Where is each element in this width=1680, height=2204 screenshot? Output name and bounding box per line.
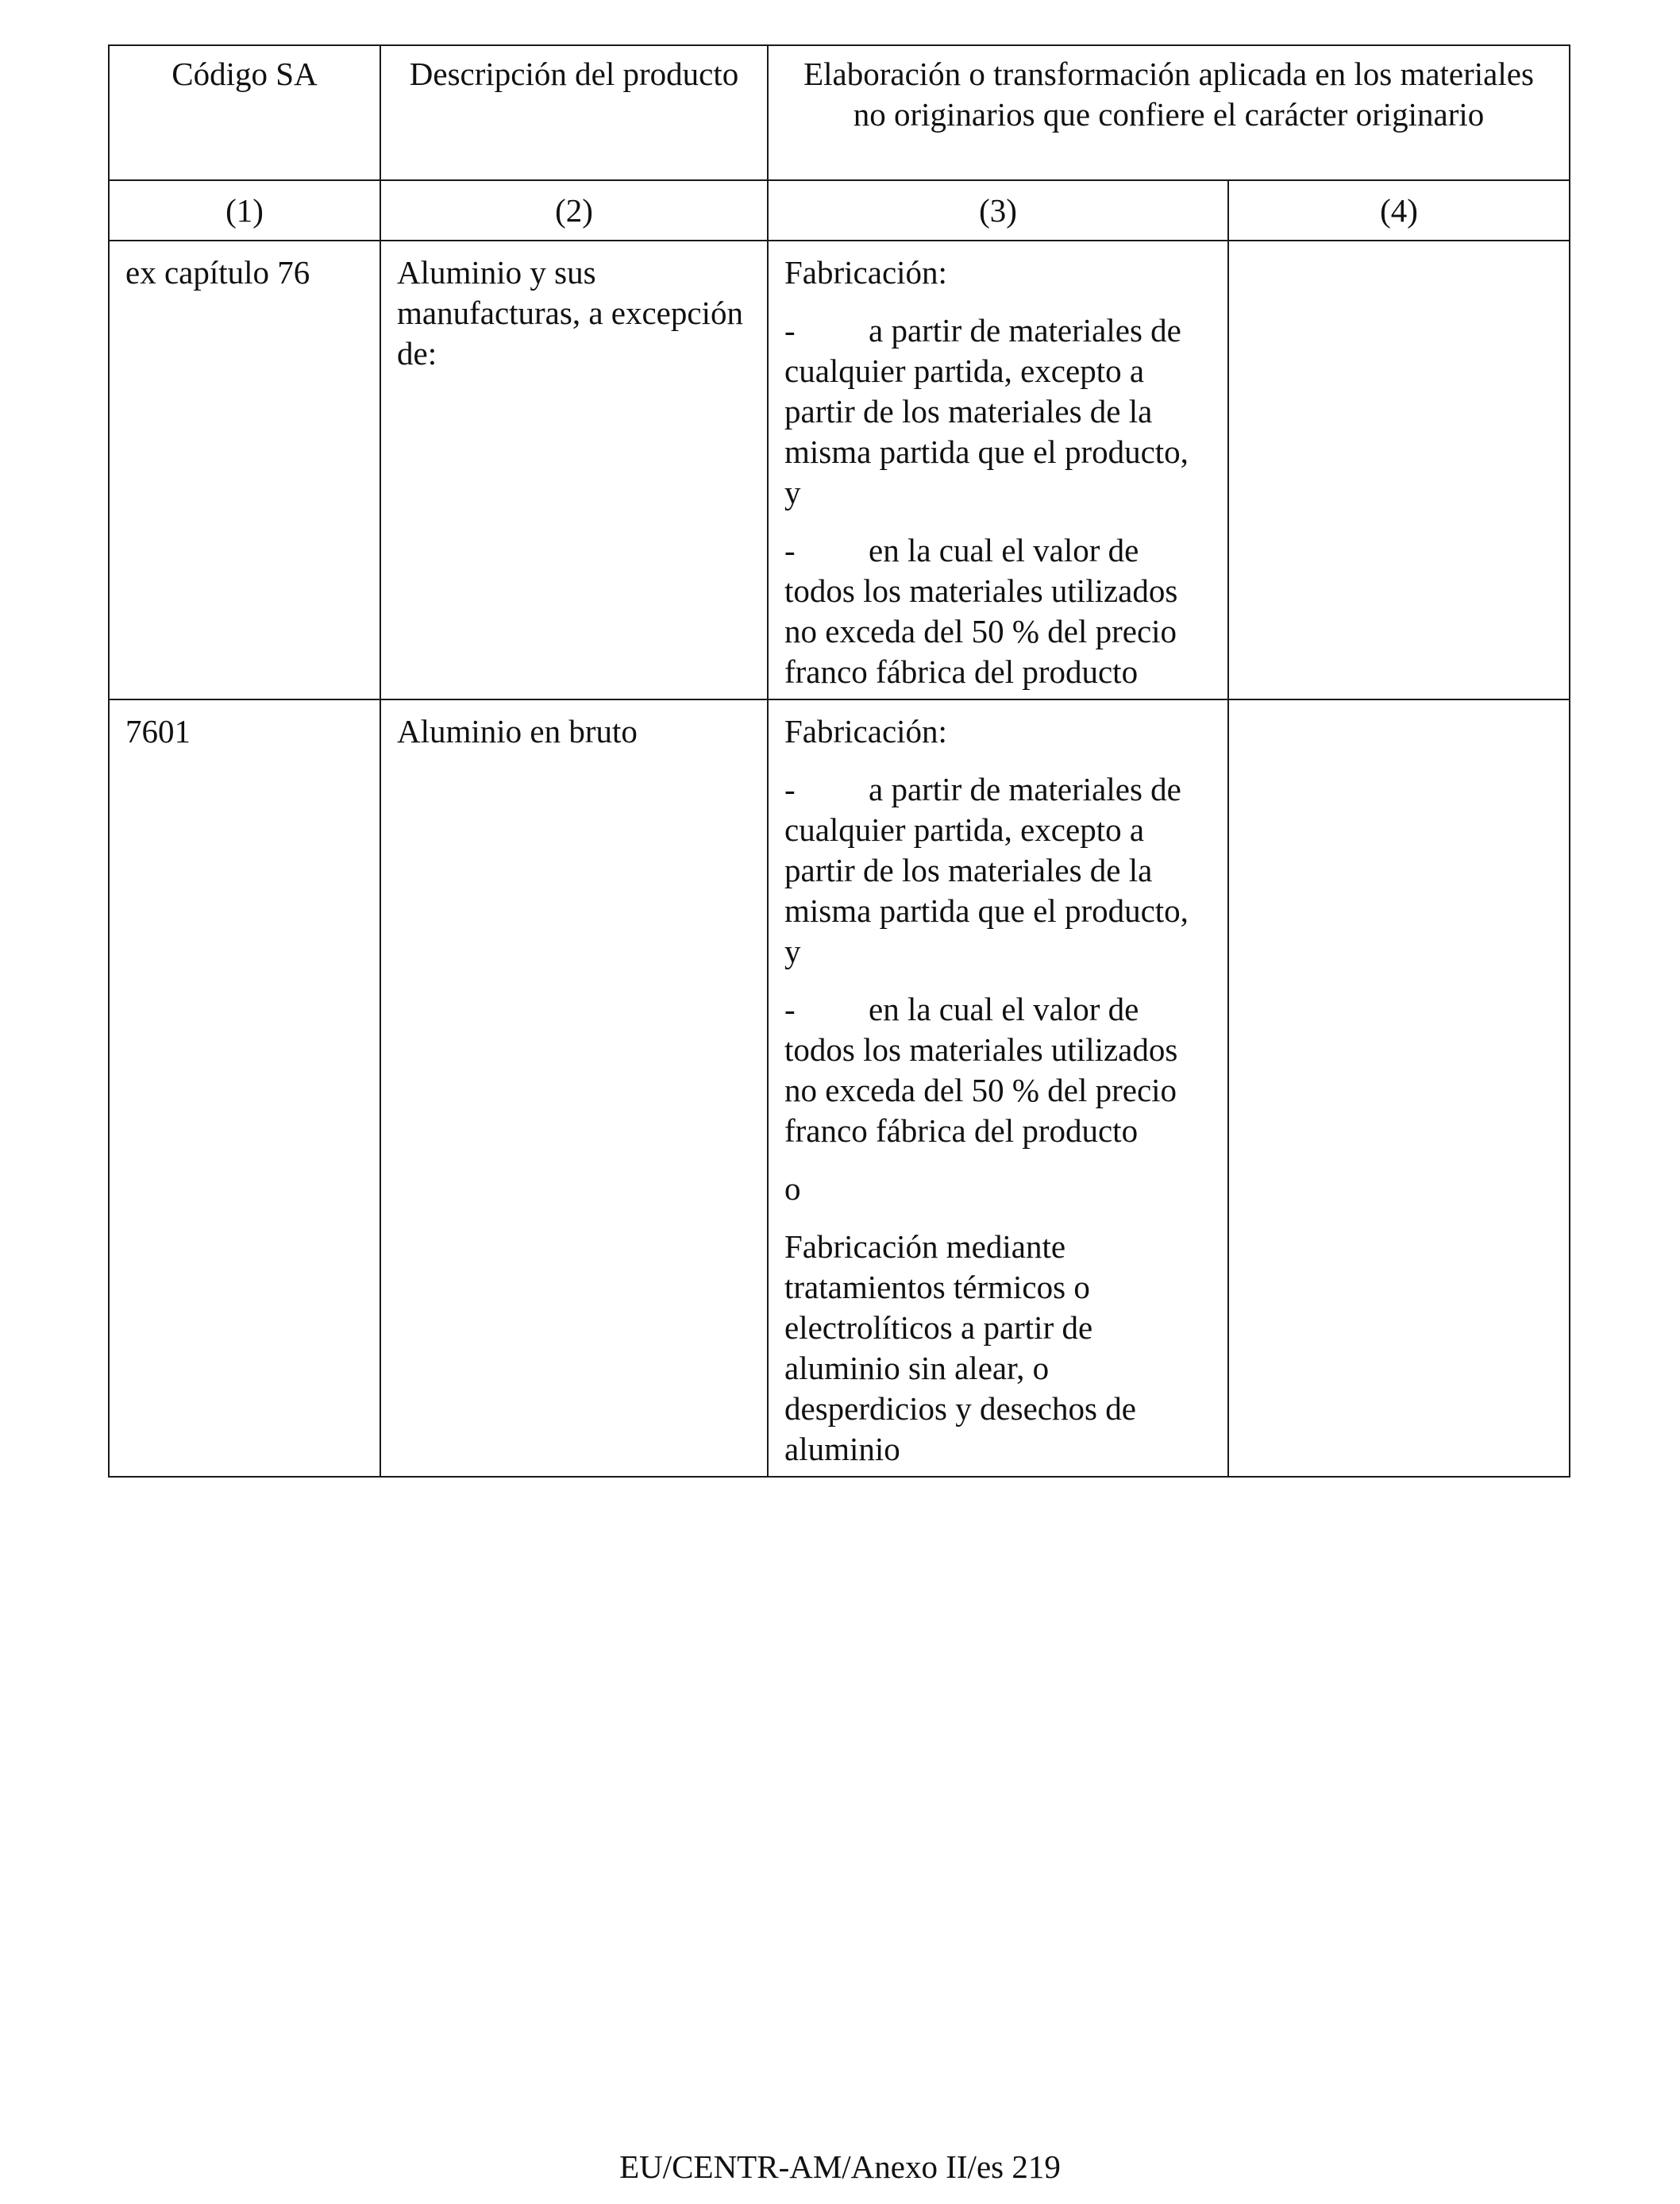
rule-item: [784, 989, 1212, 1151]
rules-of-origin-table: [108, 44, 1570, 1478]
rule-intro: Fabricación:: [784, 713, 947, 749]
rule-item-text: a partir de materiales de cualquier partida, excepto a partir de los materiales de la misma partida que el producto, y: [784, 312, 1189, 511]
header-hs-code: Código SA: [109, 45, 380, 180]
description-cell: Aluminio en bruto: [380, 699, 768, 1477]
column-number-2: (2): [380, 180, 768, 241]
rule-item: [784, 530, 1212, 692]
page-footer: EU/CENTR-AM/Anexo II/es 219: [619, 2148, 1061, 2185]
rule-dash: -: [784, 312, 796, 349]
rule-item: [784, 310, 1212, 513]
column-number-3: (3): [768, 180, 1228, 241]
column-4-cell: [1228, 241, 1570, 699]
rule-alternative: Fabricación mediante tratamientos térmicos o electrolíticos a partir de aluminio sin alear, o desperdicios y desechos de aluminio: [784, 1228, 1136, 1467]
header-product-description: Descripción del producto: [380, 45, 768, 180]
hs-code-cell: ex capítulo 76: [109, 241, 380, 699]
table-row: [109, 699, 1570, 1477]
rule-or: o: [784, 1170, 801, 1207]
table-row: [109, 241, 1570, 699]
column-number-1: (1): [109, 180, 380, 241]
rule-item: [784, 769, 1212, 972]
rule-dash: -: [784, 771, 796, 807]
rule-cell: [768, 699, 1228, 1477]
rule-item-text: en la cual el valor de todos los materiales utilizados no exceda del 50 % del precio franco fábrica del producto: [784, 532, 1178, 690]
rule-item-text: en la cual el valor de todos los materiales utilizados no exceda del 50 % del precio franco fábrica del producto: [784, 991, 1178, 1149]
table-header-row: [109, 45, 1570, 180]
rule-intro: Fabricación:: [784, 254, 947, 291]
column-number-row: [109, 180, 1570, 241]
rule-item-text: a partir de materiales de cualquier partida, excepto a partir de los materiales de la misma partida que el producto, y: [784, 771, 1189, 969]
header-working-processing: Elaboración o transformación aplicada en los materiales no originarios que confiere el carácter originario: [768, 45, 1570, 180]
description-cell: Aluminio y sus manufacturas, a excepción de:: [380, 241, 768, 699]
column-number-4: (4): [1228, 180, 1570, 241]
rule-dash: -: [784, 532, 796, 568]
rule-cell: [768, 241, 1228, 699]
rule-dash: -: [784, 991, 796, 1027]
hs-code-cell: 7601: [109, 699, 380, 1477]
column-4-cell: [1228, 699, 1570, 1477]
